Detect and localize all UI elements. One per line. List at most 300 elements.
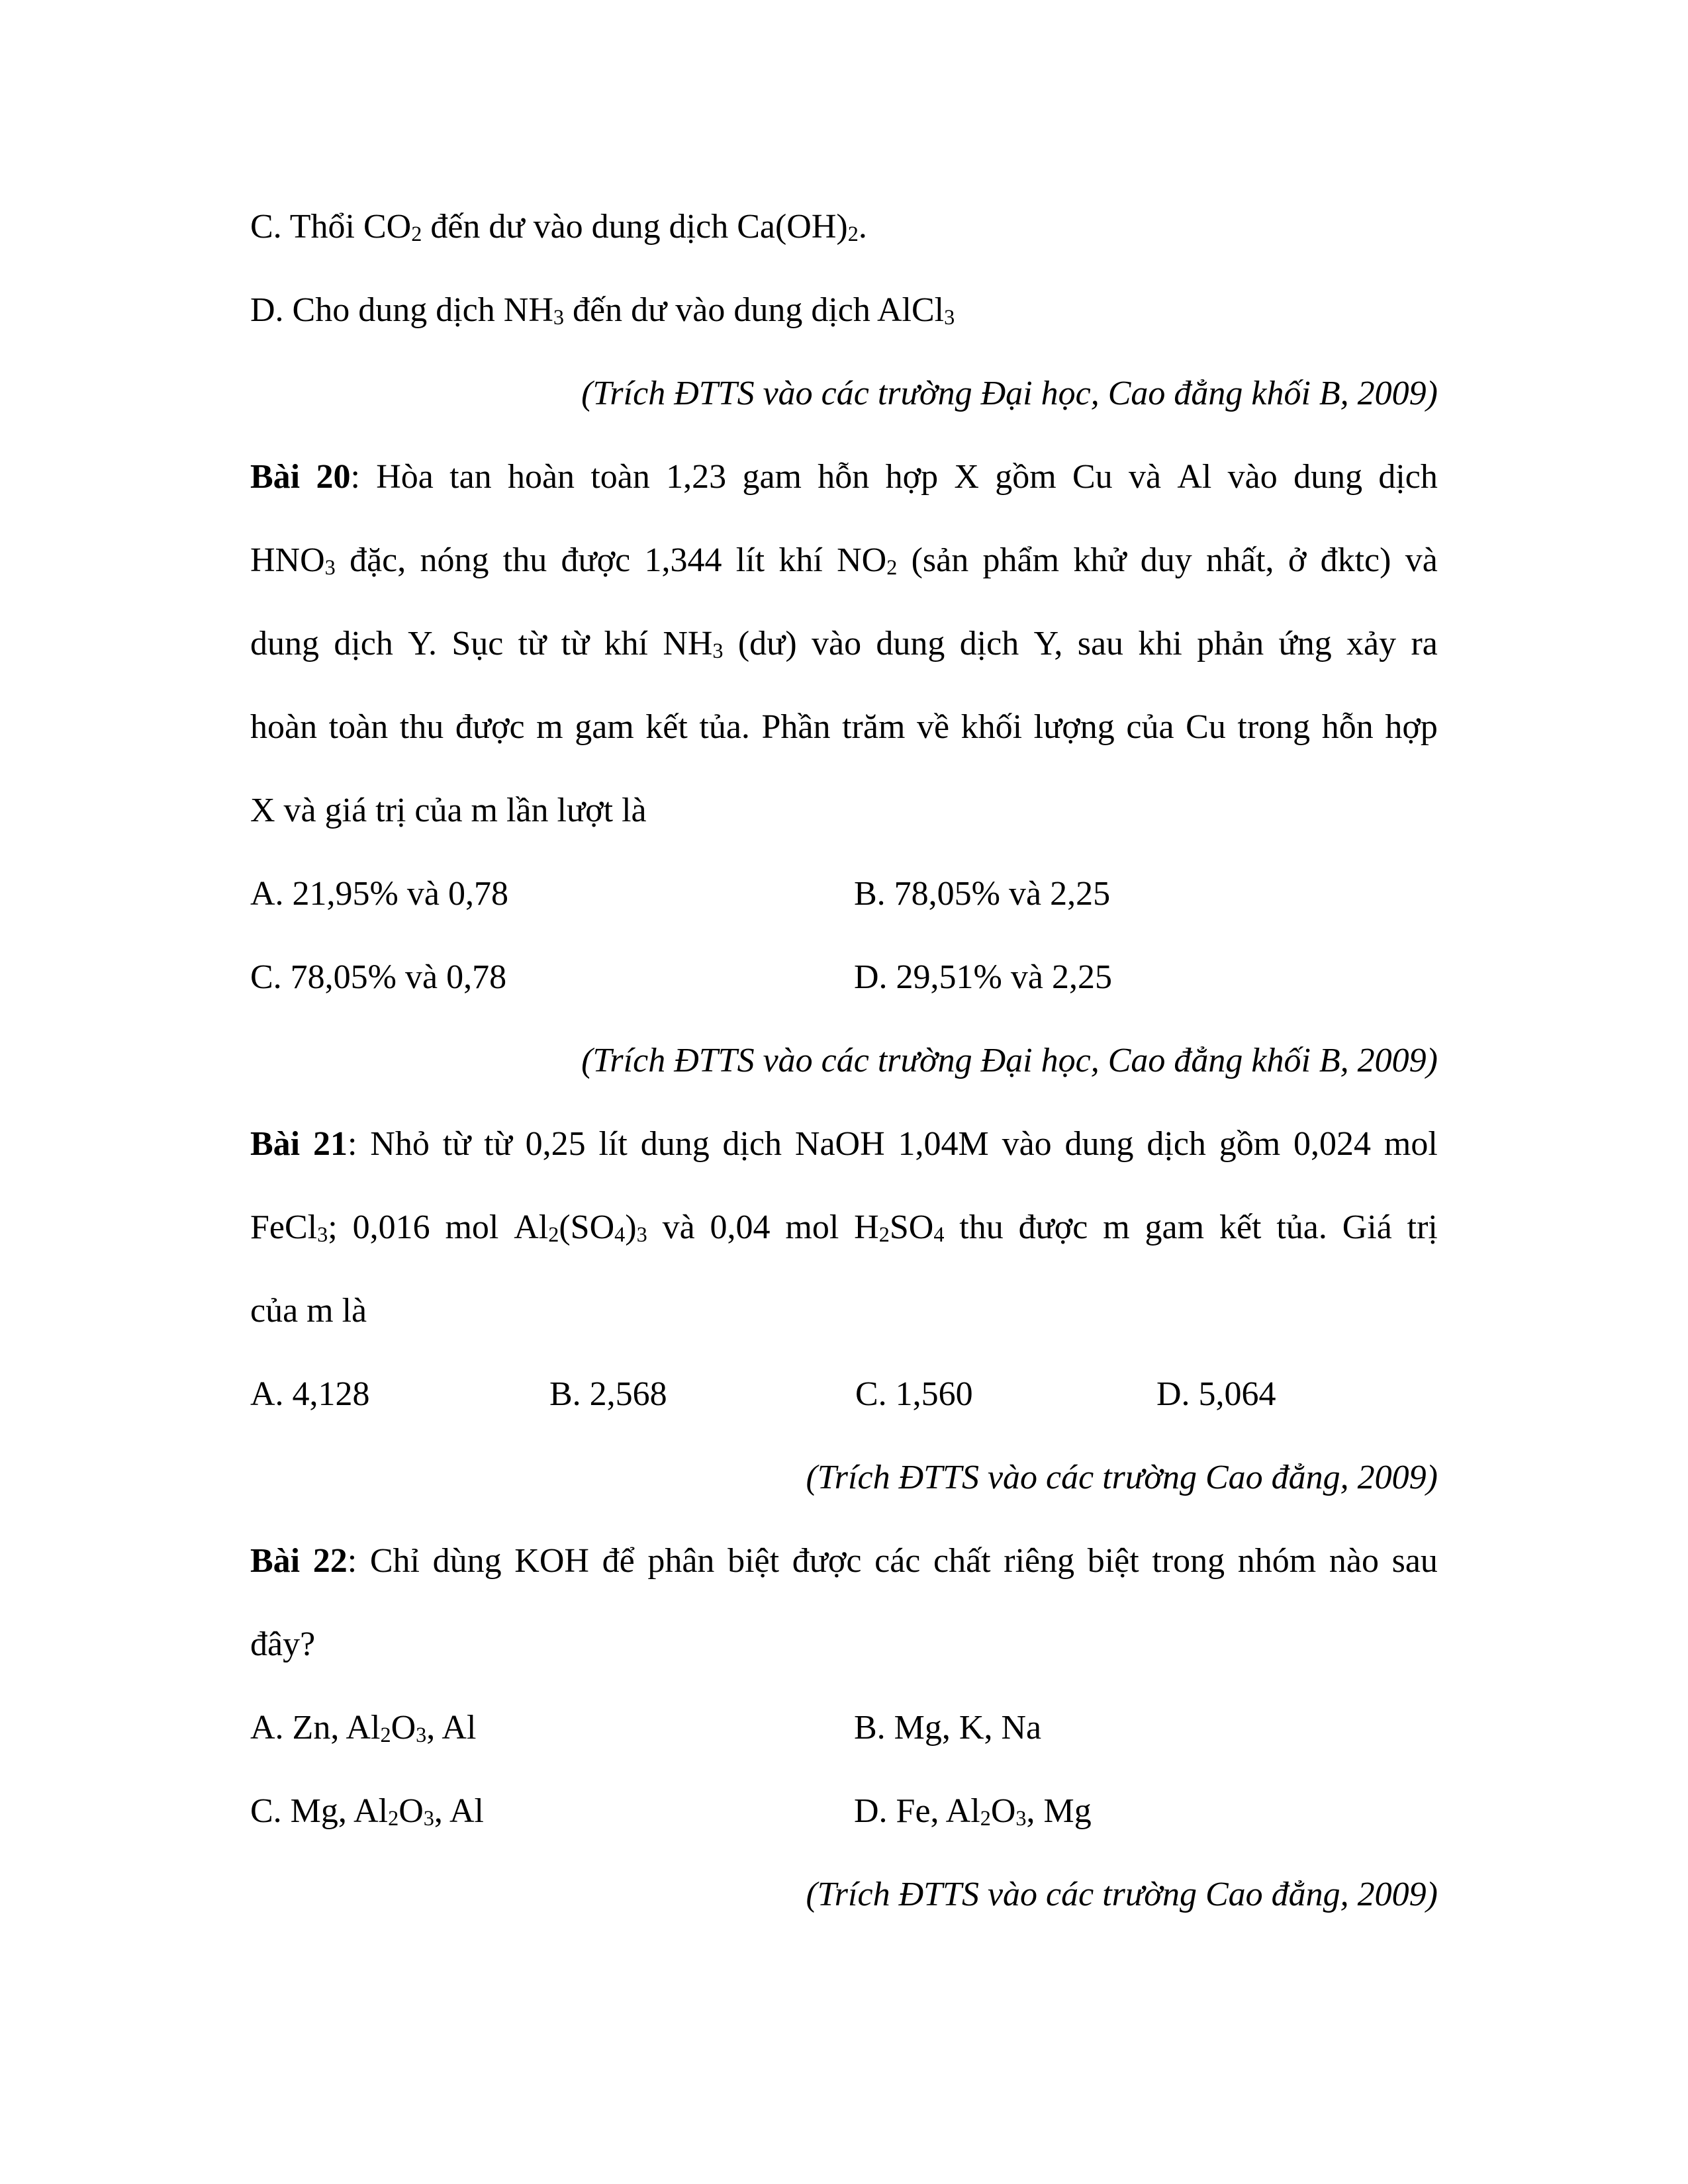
text-segment: toàn [590, 458, 650, 496]
bai21-options-cell-2 [855, 1353, 1156, 1436]
text-segment: gam [742, 458, 802, 496]
citation-2 [250, 1019, 1438, 1103]
text-segment: Al [514, 1208, 549, 1246]
subscript: 3 [416, 1722, 427, 1747]
text-segment: 1,344 [644, 541, 722, 579]
word [508, 435, 575, 519]
word [575, 686, 634, 769]
text-segment: (Trích ĐTTS vào các trường Đại học, Cao đẳng khối B, 2009) [581, 1042, 1438, 1079]
text-segment: thu [399, 708, 444, 746]
bai21-options-cell-0 [250, 1353, 549, 1436]
text-segment: được [561, 541, 631, 579]
text-segment: và [662, 1208, 695, 1246]
text-segment: về [916, 708, 950, 746]
text-segment: biệt [1087, 1542, 1139, 1580]
text-segment: hỗn [818, 458, 870, 496]
text-segment: 1,23 [666, 458, 727, 496]
word [837, 519, 897, 602]
word [723, 1103, 782, 1186]
text-segment: SO [889, 1208, 934, 1246]
text-segment: mol [445, 1208, 499, 1246]
word [602, 1520, 635, 1603]
text-segment: 22 [312, 1542, 348, 1580]
subscript: 2 [980, 1805, 991, 1830]
text-segment: Al [1177, 458, 1212, 496]
text-segment: khí [778, 541, 823, 579]
word [1145, 1186, 1205, 1269]
text-segment: khi [1138, 625, 1182, 662]
word [1141, 519, 1192, 602]
word [400, 686, 444, 769]
subscript: 3 [1015, 1805, 1027, 1830]
text-segment: C. Thổi CO [250, 208, 412, 246]
bai20-line3 [250, 602, 1438, 686]
word [666, 435, 726, 519]
text-segment: Y, [1033, 625, 1063, 662]
word [250, 1520, 300, 1603]
text-segment: Cu [1072, 458, 1113, 496]
bai20-line5 [250, 769, 1438, 852]
word [1279, 602, 1332, 686]
word [1405, 519, 1438, 602]
text-segment: D. 5,064 [1156, 1375, 1276, 1413]
text-segment: đến dư vào dung dịch Ca(OH) [422, 208, 848, 246]
word [433, 1520, 502, 1603]
bai21-options-cell-3 [1156, 1353, 1438, 1436]
text-segment: 1,04M [898, 1125, 989, 1163]
word [818, 435, 869, 519]
subscript: 4 [933, 1222, 945, 1246]
text-segment: X [954, 458, 979, 496]
text-segment: D. Cho dung dịch NH [250, 291, 553, 329]
word [449, 435, 492, 519]
text-segment: Phần [761, 708, 831, 746]
word [1186, 686, 1226, 769]
document-content [250, 185, 1438, 1936]
text-segment: dịch [1147, 1125, 1206, 1163]
word [1088, 1520, 1139, 1603]
word [353, 1186, 430, 1269]
text-segment: khí [604, 625, 648, 662]
word [1238, 1520, 1316, 1603]
text-segment: lít [598, 1125, 628, 1163]
word [785, 1186, 839, 1269]
text-segment: NaOH [794, 1125, 885, 1163]
word [1138, 602, 1182, 686]
word [1206, 519, 1274, 602]
bai20-line2 [250, 519, 1438, 602]
text-segment: trong [1237, 708, 1311, 746]
word [313, 1103, 357, 1186]
word [250, 519, 336, 602]
word [876, 602, 945, 686]
word [1322, 686, 1374, 769]
text-segment: , Al [434, 1792, 485, 1830]
text-segment: NH [663, 625, 713, 662]
text-segment: riêng [1004, 1542, 1075, 1580]
text-segment: , Al [426, 1709, 477, 1747]
word [1004, 1520, 1074, 1603]
text-segment: kết [1219, 1208, 1262, 1246]
subscript: 2 [847, 221, 859, 246]
text-segment: 0,25 [525, 1125, 586, 1163]
text-segment: D. Fe, Al [854, 1792, 980, 1830]
text-segment: C. Mg, Al [250, 1792, 389, 1830]
text-segment: dung [1064, 1125, 1134, 1163]
text-segment: 0,04 [710, 1208, 771, 1246]
word [250, 686, 317, 769]
word [1342, 1186, 1392, 1269]
word [1276, 1186, 1327, 1269]
text-segment: m [1103, 1208, 1130, 1246]
bai21-line3 [250, 1269, 1438, 1353]
text-segment: hỗn [1321, 708, 1374, 746]
bai22-line2 [250, 1603, 1438, 1686]
text-segment: kết [645, 708, 688, 746]
text-segment: Bài [250, 1542, 301, 1580]
text-segment: dịch [959, 625, 1019, 662]
text-segment: Hòa [376, 458, 434, 496]
citation-4 [250, 1853, 1438, 1936]
text-segment: (sản [911, 541, 969, 579]
word [599, 1103, 628, 1186]
text-segment: B. 2,568 [549, 1375, 667, 1413]
text-segment: thu [502, 541, 547, 579]
word [1197, 602, 1264, 686]
word [645, 686, 688, 769]
word [959, 1186, 1003, 1269]
word [647, 1520, 714, 1603]
subscript: 3 [423, 1805, 434, 1830]
text-segment: phân [647, 1542, 715, 1580]
bai22-options-cd-cell-1 [854, 1770, 1438, 1853]
text-segment: được [455, 708, 525, 746]
word [561, 602, 590, 686]
word [645, 519, 722, 602]
word [663, 1186, 695, 1269]
subscript: 2 [380, 1722, 391, 1747]
text-segment: A. Zn, Al [250, 1709, 381, 1747]
text-segment: Bài [250, 1125, 301, 1163]
word [1219, 1186, 1262, 1269]
text-segment: O [990, 1792, 1016, 1830]
word [898, 1103, 989, 1186]
text-segment: nào [1329, 1542, 1379, 1580]
text-segment: đktc) [1320, 541, 1391, 579]
text-segment: 21 [312, 1125, 348, 1163]
word [854, 1186, 944, 1269]
text-segment: D. 29,51% và 2,25 [854, 958, 1112, 996]
word [1329, 1520, 1379, 1603]
text-segment: 20 [316, 458, 351, 496]
word [514, 1186, 647, 1269]
bai20-line4 [250, 686, 1438, 769]
text-segment: A. 4,128 [250, 1375, 370, 1413]
bai21-options [250, 1353, 1438, 1436]
text-segment: ứng [1278, 625, 1332, 662]
text-segment: Giá [1342, 1208, 1392, 1246]
word [316, 435, 359, 519]
text-segment: hợp [1385, 708, 1438, 746]
bai20-line1 [250, 435, 1438, 519]
word [370, 1103, 430, 1186]
word [842, 686, 905, 769]
word [1072, 435, 1113, 519]
subscript: 3 [636, 1222, 647, 1246]
text-segment: từ [561, 625, 590, 662]
word [1177, 435, 1211, 519]
word [250, 1103, 300, 1186]
text-segment: mol [785, 1208, 839, 1246]
word [518, 602, 547, 686]
text-segment: trị [1407, 1208, 1438, 1246]
text-segment: Sục [451, 625, 504, 662]
text-segment: nóng [420, 541, 489, 579]
word [1228, 435, 1278, 519]
word [795, 1103, 885, 1186]
word [874, 1520, 920, 1603]
bai22-options-ab-cell-1 [854, 1686, 1438, 1770]
text-segment: NO [837, 541, 887, 579]
word [408, 602, 437, 686]
text-segment: đến dư vào dung dịch AlCl [564, 291, 945, 329]
text-segment: của [1126, 708, 1174, 746]
word [762, 686, 831, 769]
word [1378, 435, 1438, 519]
word [451, 602, 503, 686]
word [727, 1520, 779, 1603]
text-segment: (Trích ĐTTS vào các trường Cao đẳng, 2009) [806, 1459, 1438, 1496]
word [699, 686, 750, 769]
text-segment: ở [1288, 541, 1307, 579]
word [514, 1520, 589, 1603]
text-segment: phản [1197, 625, 1264, 662]
word [376, 435, 434, 519]
text-segment: được [1018, 1208, 1088, 1246]
text-segment: KOH [514, 1542, 589, 1580]
text-segment: m [536, 708, 563, 746]
word [710, 1186, 771, 1269]
word [1293, 435, 1362, 519]
text-segment: Cu [1186, 708, 1226, 746]
word [1034, 602, 1063, 686]
word [1065, 1103, 1134, 1186]
text-segment: mol [1383, 1125, 1438, 1163]
text-segment: ra [1411, 625, 1438, 662]
word [1147, 1103, 1206, 1186]
text-segment: phẩm [982, 541, 1060, 579]
word [792, 1520, 862, 1603]
text-segment: và [1128, 458, 1162, 496]
text-segment: nhóm [1237, 1542, 1317, 1580]
text-segment: trong [1152, 1542, 1225, 1580]
text-segment: : [347, 1125, 357, 1163]
text-segment: được [792, 1542, 862, 1580]
word [604, 602, 648, 686]
text-segment: (Trích ĐTTS vào các trường Đại học, Cao đẳng khối B, 2009) [581, 375, 1438, 412]
text-segment: dịch [334, 625, 393, 662]
text-segment: B. 78,05% và 2,25 [854, 875, 1111, 913]
bai21-line2 [250, 1186, 1438, 1269]
text-segment: gam [1145, 1208, 1205, 1246]
text-segment: B. Mg, K, Na [854, 1709, 1042, 1747]
word [1078, 602, 1123, 686]
word [954, 435, 979, 519]
text-segment: FeCl [250, 1208, 318, 1246]
text-segment: các [874, 1542, 921, 1580]
word [350, 519, 406, 602]
word [1346, 602, 1396, 686]
text-segment: của m là [250, 1292, 367, 1330]
text-segment: 0,016 [352, 1208, 430, 1246]
text-segment: toàn [328, 708, 389, 746]
text-segment: lít [735, 541, 765, 579]
text-segment: ; [328, 1208, 338, 1246]
word [334, 602, 393, 686]
text-segment: hoàn [250, 708, 318, 746]
text-segment: dịch [722, 1125, 782, 1163]
word [1219, 1103, 1280, 1186]
text-segment: HNO [250, 541, 325, 579]
word [1411, 602, 1437, 686]
citation-1 [250, 352, 1438, 435]
text-segment: Bài [250, 458, 301, 496]
subscript: 3 [324, 555, 336, 579]
word [445, 1186, 498, 1269]
word [526, 1103, 586, 1186]
subscript: 2 [878, 1222, 890, 1246]
bai21-line1 [250, 1103, 1438, 1186]
word [886, 435, 939, 519]
bai22-options-ab [250, 1686, 1438, 1770]
text-segment: dung [250, 625, 319, 662]
word [933, 1520, 991, 1603]
word [250, 1186, 338, 1269]
text-segment: (dư) [737, 625, 797, 662]
text-segment: khử [1073, 541, 1127, 579]
word [536, 686, 563, 769]
word [641, 1103, 710, 1186]
subscript: 3 [712, 638, 724, 662]
subscript: 2 [886, 555, 898, 579]
option-c-co2 [250, 185, 1438, 269]
word [912, 519, 969, 602]
text-segment: H [854, 1208, 879, 1246]
word [1002, 1103, 1052, 1186]
text-segment: tủa. [699, 708, 750, 746]
text-segment: tan [449, 458, 492, 496]
word [590, 435, 650, 519]
subscript: 3 [553, 304, 564, 329]
text-segment: từ [518, 625, 547, 662]
bai20-options-cd [250, 936, 1438, 1019]
text-segment: biệt [727, 1542, 780, 1580]
word [1288, 519, 1307, 602]
text-segment: ) [625, 1208, 637, 1246]
word [1103, 1186, 1129, 1269]
text-segment: sau [1391, 1542, 1438, 1580]
text-segment: duy [1140, 541, 1192, 579]
text-segment: dung [1293, 458, 1363, 496]
subscript: 3 [317, 1222, 328, 1246]
text-segment: tủa. [1276, 1208, 1327, 1246]
text-segment: vào [1227, 458, 1278, 496]
text-segment: gam [575, 708, 634, 746]
text-segment: Nhỏ [370, 1125, 430, 1163]
bai22-options-cd-cell-0 [250, 1770, 854, 1853]
text-segment: dung [876, 625, 945, 662]
word [1407, 1186, 1438, 1269]
text-segment: C. 78,05% và 0,78 [250, 958, 507, 996]
word [1293, 1103, 1371, 1186]
word [812, 602, 861, 686]
text-segment: Chỉ [369, 1542, 420, 1580]
subscript: 4 [614, 1222, 626, 1246]
word [313, 1520, 357, 1603]
bai20-options-cd-cell-1 [854, 936, 1438, 1019]
word [1385, 686, 1438, 769]
word [917, 686, 949, 769]
option-d-nh3 [250, 269, 1438, 352]
bai20-options-ab-cell-0 [250, 852, 854, 936]
text-segment: C. 1,560 [855, 1375, 973, 1413]
bai22-line1 [250, 1520, 1438, 1603]
word [503, 519, 547, 602]
word [983, 519, 1060, 602]
word [736, 519, 765, 602]
word [663, 602, 723, 686]
subscript: 3 [944, 304, 955, 329]
word [1034, 686, 1115, 769]
subscript: 2 [388, 1805, 399, 1830]
text-segment: trăm [842, 708, 906, 746]
text-segment: (Trích ĐTTS vào các trường Cao đẳng, 2009) [806, 1876, 1438, 1913]
text-segment: hợp [885, 458, 939, 496]
word [1392, 1520, 1438, 1603]
word [484, 1103, 512, 1186]
text-segment: vào [1002, 1125, 1052, 1163]
text-segment: : [347, 1542, 357, 1580]
bai20-options-ab-cell-1 [854, 852, 1438, 936]
word [329, 686, 389, 769]
text-segment: nhất, [1206, 541, 1274, 579]
word [1019, 1186, 1088, 1269]
text-segment: A. 21,95% và 0,78 [250, 875, 508, 913]
text-segment: hoàn [507, 458, 575, 496]
text-segment: thu [959, 1208, 1004, 1246]
text-segment: để [602, 1542, 635, 1580]
citation-3 [250, 1436, 1438, 1520]
word [960, 602, 1019, 686]
bai21-options-cell-1 [549, 1353, 855, 1436]
text-segment: O [391, 1709, 416, 1747]
word [420, 519, 489, 602]
word [1321, 519, 1391, 602]
bai22-options-cd [250, 1770, 1438, 1853]
text-segment: lượng [1033, 708, 1115, 746]
bai20-options-ab [250, 852, 1438, 936]
word [455, 686, 525, 769]
word [1237, 686, 1310, 769]
text-segment: từ [442, 1125, 471, 1163]
text-segment: Y. [408, 625, 438, 662]
text-segment: : [350, 458, 360, 496]
subscript: 2 [411, 221, 422, 246]
word [742, 435, 802, 519]
text-segment: X và giá trị của m lần lượt là [250, 792, 647, 829]
word [738, 602, 797, 686]
word [995, 435, 1056, 519]
